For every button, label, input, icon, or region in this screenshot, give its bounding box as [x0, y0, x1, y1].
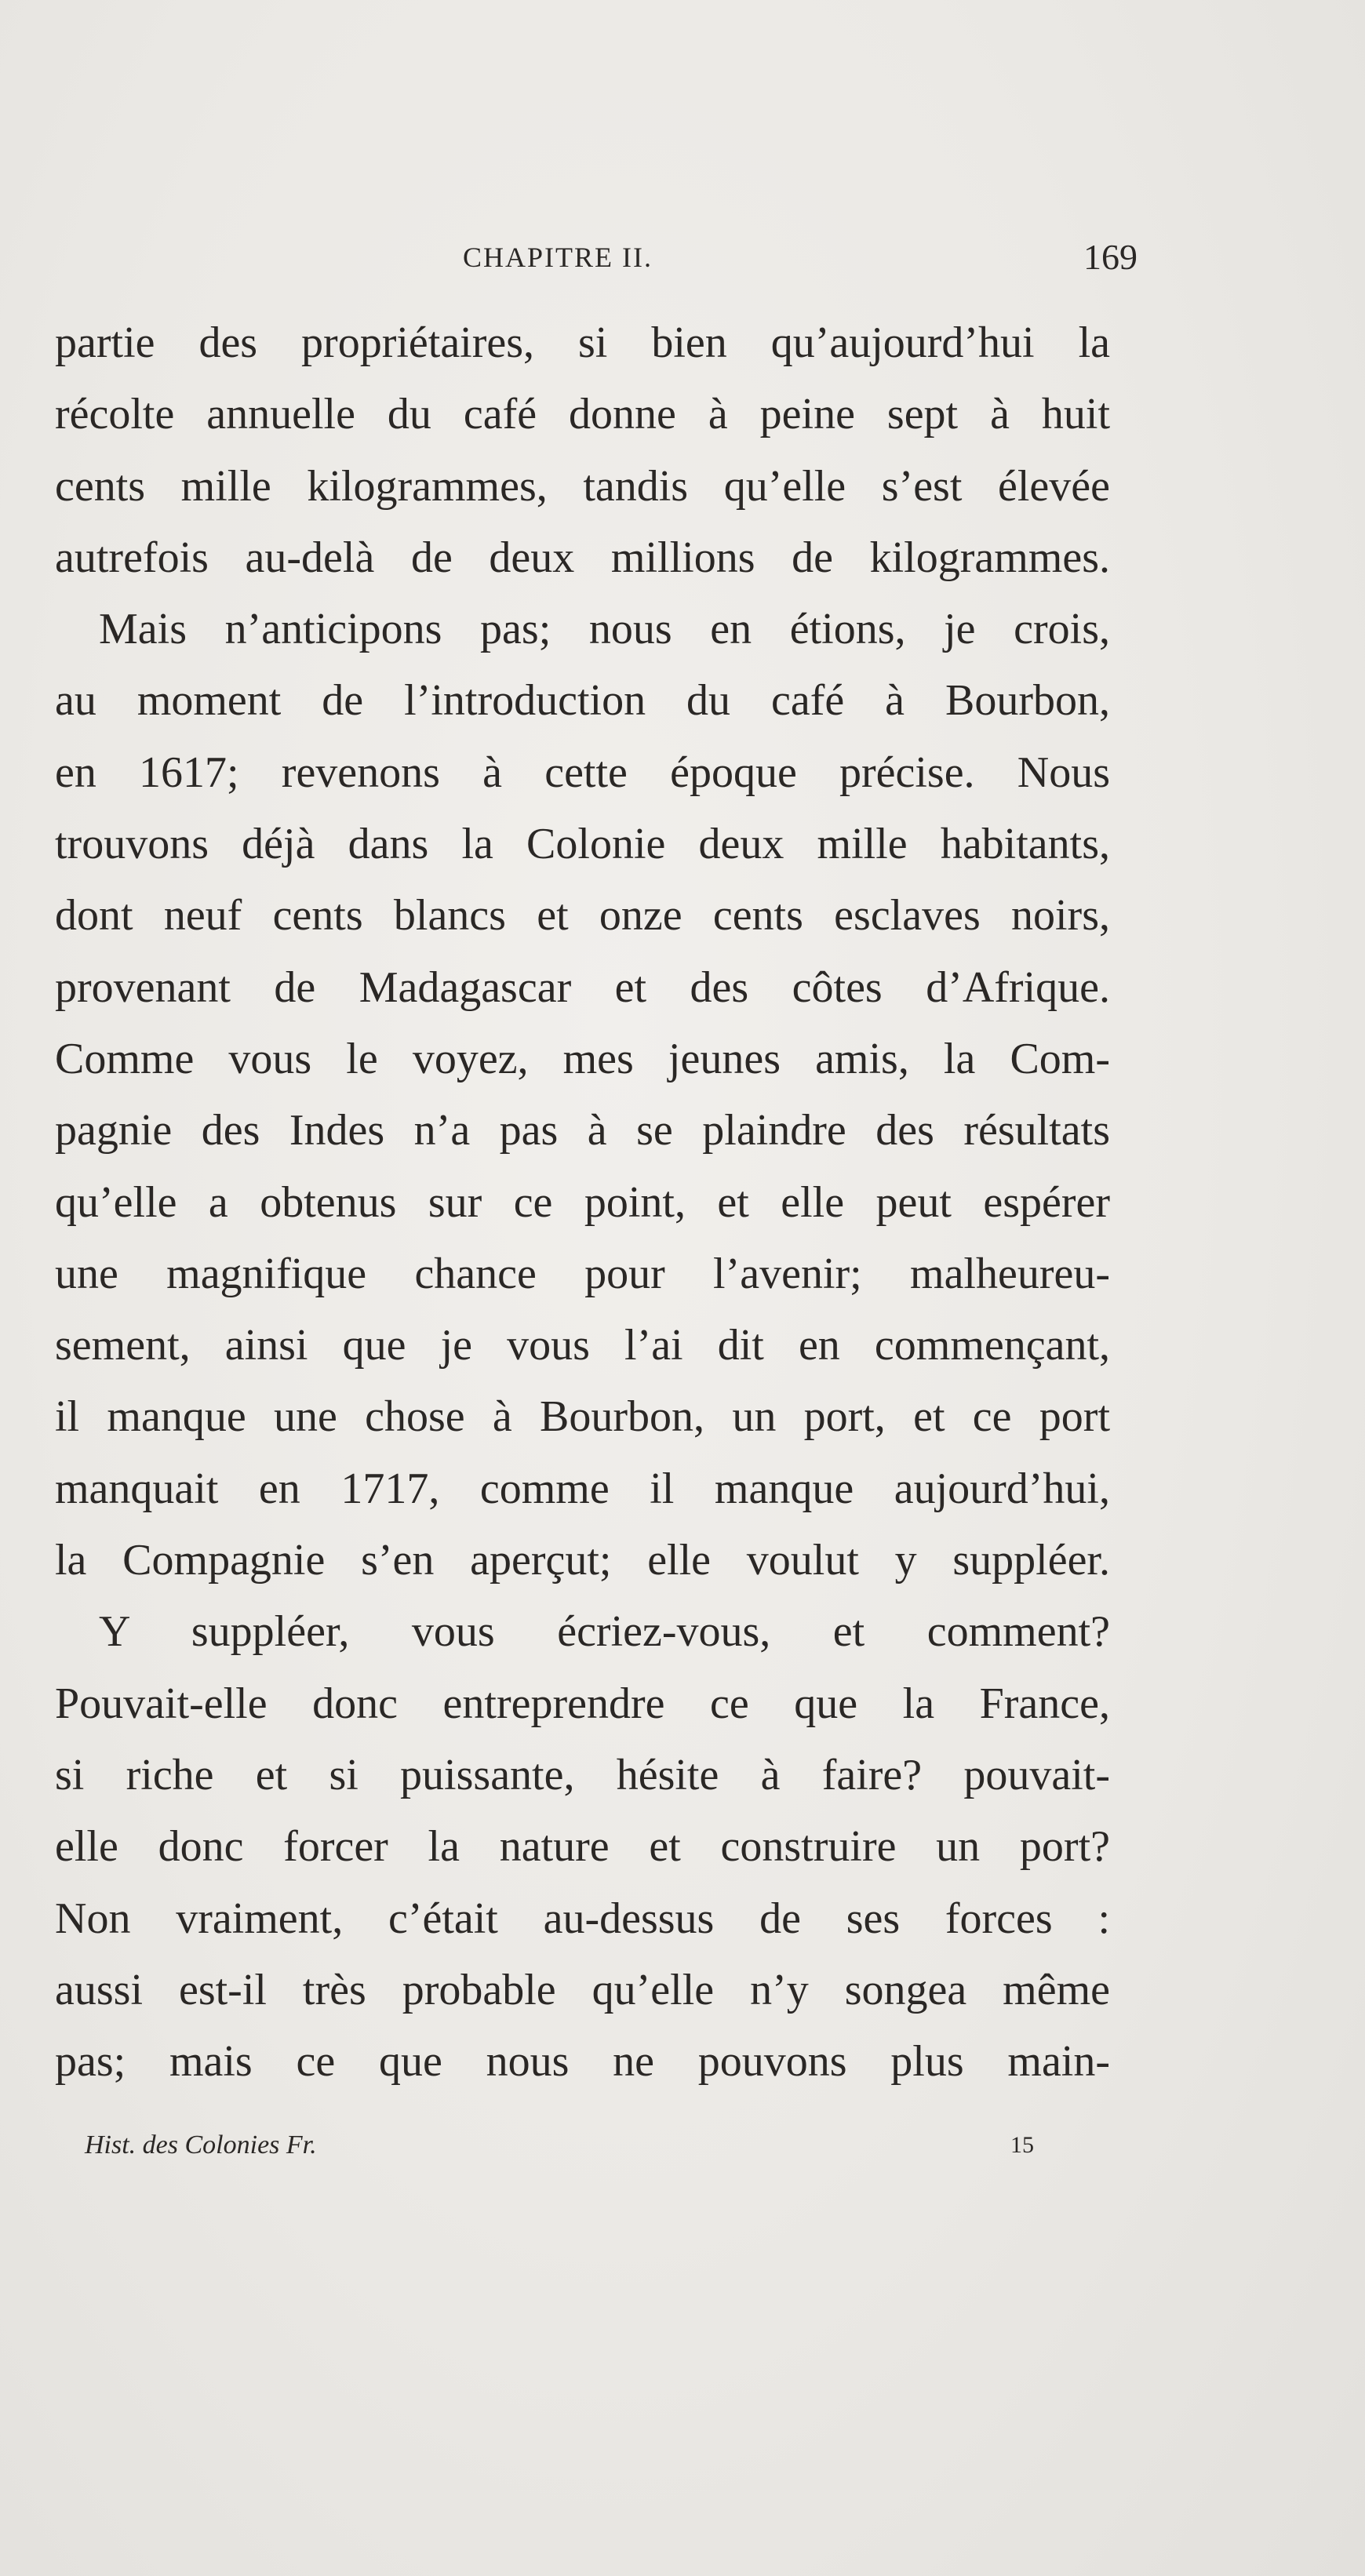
- text-line: au moment de l’introduction du café à Bourbon,: [55, 676, 1110, 726]
- running-head: CHAPITRE II.: [463, 242, 653, 273]
- text-line: en 1617; revenons à cette époque précise. Nous: [55, 748, 1110, 797]
- text-line: pagnie des Indes n’a pas à se plaindre des résultats: [55, 1106, 1110, 1155]
- text-line: elle donc forcer la nature et construire un port?: [55, 1822, 1110, 1872]
- signature-mark: 15: [1010, 2132, 1034, 2158]
- body-text: [55, 307, 1110, 2098]
- text-line: dont neuf cents blancs et onze cents esclaves noirs,: [55, 891, 1110, 941]
- text-line: aussi est-il très probable qu’elle n’y songea même: [55, 1965, 1110, 2014]
- page-header: [55, 234, 1138, 281]
- text-line: trouvons déjà dans la Colonie deux mille habitants,: [55, 820, 1110, 869]
- page-number: 169: [1083, 237, 1138, 277]
- text-line: récolte annuelle du café donne à peine sept à huit: [55, 390, 1110, 439]
- paragraph-start-line: Y suppléer, vous écriez-vous, et comment?: [99, 1607, 1110, 1657]
- text-line: qu’elle a obtenus sur ce point, et elle peut espérer: [55, 1177, 1110, 1227]
- text-line: si riche et si puissante, hésite à faire? pouvait-: [55, 1750, 1110, 1799]
- text-line: partie des propriétaires, si bien qu’aujourd’hui la: [55, 318, 1110, 367]
- text-line: autrefois au-delà de deux millions de kilogrammes.: [55, 533, 1110, 582]
- text-line: il manque une chose à Bourbon, un port, et ce port: [55, 1392, 1110, 1442]
- text-line: pas; mais ce que nous ne pouvons plus main-: [55, 2037, 1110, 2087]
- page-footer: [85, 2126, 1034, 2165]
- text-line: provenant de Madagascar et des côtes d’Afrique.: [55, 962, 1110, 1012]
- text-line: la Compagnie s’en aperçut; elle voulut y suppléer.: [55, 1536, 1110, 1585]
- text-line: Non vraiment, c’était au-dessus de ses forces :: [55, 1894, 1110, 1943]
- text-line: cents mille kilogrammes, tandis qu’elle s’est élevée: [55, 461, 1110, 511]
- text-line: une magnifique chance pour l’avenir; malheureu-: [55, 1249, 1110, 1298]
- text-line: Pouvait-elle donc entreprendre ce que la France,: [55, 1679, 1110, 1728]
- text-line: Comme vous le voyez, mes jeunes amis, la Com-: [55, 1034, 1110, 1083]
- paragraph-start-line: Mais n’anticipons pas; nous en étions, je crois,: [99, 605, 1110, 654]
- text-line: sement, ainsi que je vous l’ai dit en commençant,: [55, 1321, 1110, 1370]
- text-line: manquait en 1717, comme il manque aujourd’hui,: [55, 1464, 1110, 1513]
- signature-title: Hist. des Colonies Fr.: [85, 2130, 317, 2159]
